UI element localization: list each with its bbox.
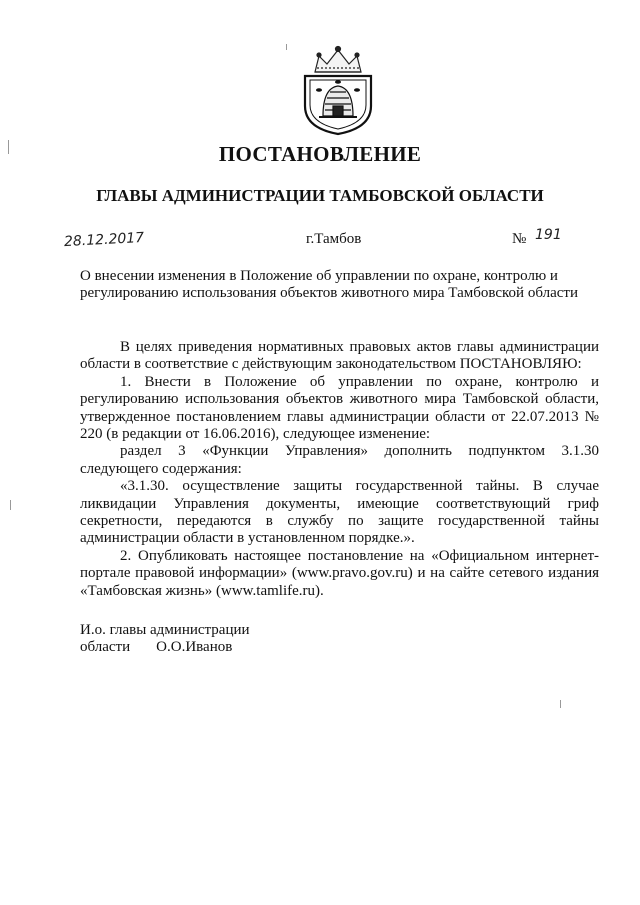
signatory-name: О.О.Иванов [156,639,233,655]
document-date: 28.12.2017 [63,229,145,251]
document-subtitle: ГЛАВЫ АДМИНИСТРАЦИИ ТАМБОВСКОЙ ОБЛАСТИ [96,186,544,205]
document-subject: О внесении изменения в Положение об управлении по охране, контролю и регулированию использования объектов животного мира Тамбовской области [80,268,578,301]
signature-position-region: области [80,639,131,655]
document-city: г.Тамбов [306,231,362,247]
paragraph-subclause-3-1-30: «3.1.30. осуществление защиты государственной тайны. В случае ликвидации Управления документы, имеющие соответствующий гриф секретности, передаются в службу по защите государственной тайны администрации области в установленном порядке.». [80,478,599,547]
signature-position: И.о. главы администрации [80,622,250,638]
paragraph-section-3: раздел 3 «Функции Управления» дополнить подпунктом 3.1.30 следующего содержания: [80,443,599,477]
document-title: ПОСТАНОВЛЕНИЕ [218,142,422,166]
scan-mark [560,700,561,708]
document-number: 191 [535,227,562,243]
document-number-label: № [512,231,527,247]
coat-of-arms-emblem [297,44,379,136]
scan-mark [10,500,11,510]
scan-mark [286,44,287,50]
paragraph-item-1: 1. Внести в Положение об управлении по охране, контролю и регулированию использования объектов животного мира Тамбовской области, утвержденное постановлением главы администрации области от 22.07.2013 № 220 (в редакции от 16.06.2016), следующее изменение: [80,373,599,443]
paragraph-item-2: 2. Опубликовать настоящее постановление на «Официальном интернет-портале правовой информации» (www.pravo.gov.ru) и на сайте сетевого издания «Тамбовская жизнь» (www.tamlife.ru). [80,547,599,599]
document-body [80,339,599,600]
scan-mark [8,140,9,154]
signature-block [80,622,250,656]
paragraph-preamble: В целях приведения нормативных правовых актов главы администрации области в соответствие с действующим законодательством ПОСТАНОВЛЯЮ: [80,339,599,373]
